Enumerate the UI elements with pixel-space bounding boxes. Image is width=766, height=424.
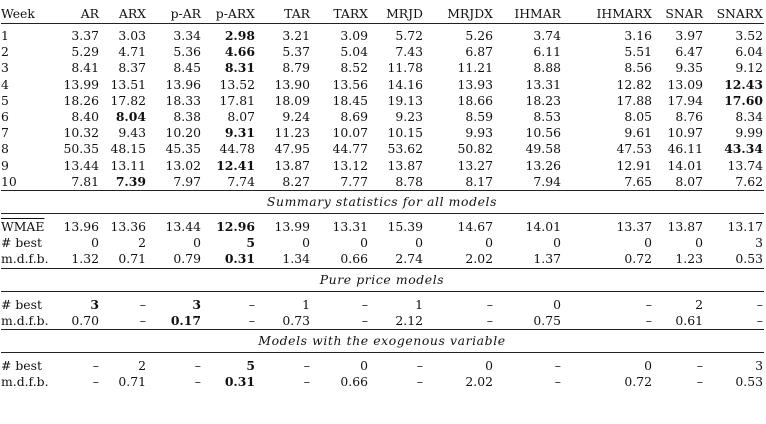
value-cell: 8.59 — [465, 109, 493, 125]
value-cell: 13.36 — [110, 219, 146, 235]
value-cell: 14.16 — [387, 76, 423, 92]
value-cell: 13.37 — [616, 219, 652, 235]
value-cell: – — [139, 296, 146, 312]
value-cell: 8.53 — [533, 109, 561, 125]
value-cell: – — [704, 313, 764, 330]
value-cell: 0 — [553, 235, 561, 251]
value-cell: 2.98 — [224, 28, 255, 43]
section-title: Pure price models — [1, 268, 764, 291]
value-cell: 47.53 — [616, 141, 652, 157]
value-cell: 0.66 — [340, 374, 368, 390]
value-cell: 0 — [360, 235, 368, 251]
value-cell: 10.07 — [332, 125, 368, 141]
section-title: Models with the exogenous variable — [1, 330, 764, 353]
value-cell: 13.02 — [165, 157, 201, 173]
row-label: WMAE — [1, 219, 45, 235]
summary-row — [1, 251, 764, 268]
value-cell: 8.79 — [282, 60, 310, 76]
value-cell: 18.23 — [525, 92, 561, 108]
value-cell: 8.38 — [173, 109, 201, 125]
summary-row — [1, 235, 764, 251]
value-cell: 17.82 — [110, 92, 146, 108]
value-cell: 8.52 — [340, 60, 368, 76]
week-row — [1, 141, 764, 157]
summary-row — [1, 374, 764, 390]
value-cell: 0.61 — [653, 313, 704, 330]
forecast-error-table — [1, 4, 764, 390]
value-cell: 13.17 — [727, 219, 763, 235]
week-label: 9 — [1, 157, 9, 173]
value-cell: 17.88 — [616, 92, 652, 108]
section-title: Summary statistics for all models — [1, 191, 764, 214]
value-cell: 0.71 — [118, 374, 146, 390]
value-cell: 0.72 — [562, 251, 653, 268]
value-cell: – — [92, 374, 99, 390]
value-cell: 8.34 — [735, 109, 763, 125]
value-cell: 13.52 — [219, 76, 255, 92]
value-cell: 50.35 — [63, 141, 99, 157]
value-cell: 8.04 — [115, 109, 146, 125]
value-cell: 50.82 — [457, 141, 493, 157]
value-cell: 18.09 — [274, 92, 310, 108]
value-cell: 1.34 — [256, 251, 311, 268]
column-header: SNAR — [653, 4, 704, 24]
value-cell: 9.35 — [675, 60, 703, 76]
value-cell: 3.37 — [71, 28, 99, 43]
value-cell: 7.39 — [100, 174, 147, 191]
week-label: 6 — [1, 109, 9, 125]
value-cell: 1 — [415, 296, 423, 312]
value-cell: 13.44 — [63, 157, 99, 173]
week-row — [1, 125, 764, 141]
value-cell: 5 — [246, 235, 255, 251]
value-cell: 49.58 — [525, 141, 561, 157]
value-cell: 10.20 — [165, 125, 201, 141]
value-cell: 0 — [695, 235, 703, 251]
value-cell: 4.66 — [224, 44, 255, 60]
value-cell: 12.91 — [616, 157, 652, 173]
week-row — [1, 77, 764, 93]
week-label: 7 — [1, 125, 9, 141]
value-cell: 12.96 — [216, 219, 255, 235]
value-cell: 8.41 — [71, 60, 99, 76]
value-cell: 2.74 — [369, 251, 424, 268]
column-header: TARX — [311, 4, 369, 24]
value-cell: – — [486, 296, 493, 312]
value-cell: 17.81 — [219, 92, 255, 108]
value-cell: 53.62 — [387, 141, 423, 157]
value-cell: 17.60 — [724, 92, 763, 108]
value-cell: 0 — [553, 296, 561, 312]
value-cell: 0.66 — [311, 251, 369, 268]
value-cell: 7.74 — [202, 174, 256, 191]
value-cell: 43.34 — [724, 141, 763, 157]
week-label: 10 — [1, 174, 45, 191]
value-cell: 12.41 — [216, 157, 255, 173]
value-cell: 12.82 — [616, 76, 652, 92]
value-cell: 5.36 — [173, 44, 201, 60]
value-cell: 18.66 — [457, 92, 493, 108]
value-cell: 10.97 — [667, 125, 703, 141]
value-cell: 13.87 — [667, 219, 703, 235]
value-cell: 13.12 — [332, 157, 368, 173]
value-cell: 8.40 — [71, 109, 99, 125]
value-cell: 18.33 — [165, 92, 201, 108]
value-cell: 8.37 — [118, 60, 146, 76]
value-cell: 3.74 — [533, 28, 561, 43]
value-cell: – — [554, 358, 561, 374]
value-cell: – — [696, 358, 703, 374]
value-cell: 0 — [193, 235, 201, 251]
value-cell: 3.34 — [173, 28, 201, 43]
row-label: # best — [1, 235, 42, 251]
value-cell: 2 — [138, 358, 146, 374]
value-cell: 3 — [192, 296, 201, 312]
value-cell: 2.12 — [369, 313, 424, 330]
value-cell: 0 — [360, 358, 368, 374]
value-cell: 7.94 — [494, 174, 562, 191]
value-cell: 7.81 — [45, 174, 100, 191]
value-cell: 8.05 — [624, 109, 652, 125]
value-cell: 3 — [755, 358, 763, 374]
value-cell: – — [416, 358, 423, 374]
summary-row — [1, 297, 764, 313]
value-cell: 7.65 — [562, 174, 653, 191]
value-cell: 13.09 — [667, 76, 703, 92]
value-cell: 13.31 — [332, 219, 368, 235]
value-cell: – — [92, 358, 99, 374]
value-cell: 0 — [644, 358, 652, 374]
value-cell: 8.69 — [340, 109, 368, 125]
value-cell: 44.77 — [332, 141, 368, 157]
week-row — [1, 60, 764, 76]
row-label: m.d.f.b. — [1, 312, 49, 328]
value-cell: 5.37 — [282, 44, 310, 60]
value-cell: 9.99 — [735, 125, 763, 141]
summary-row — [1, 358, 764, 374]
value-cell: 13.44 — [165, 219, 201, 235]
value-cell: 9.12 — [735, 60, 763, 76]
value-cell: 3.21 — [282, 28, 310, 43]
value-cell: 5.51 — [624, 44, 652, 60]
value-cell: 10.56 — [525, 125, 561, 141]
value-cell: 47.95 — [274, 141, 310, 157]
section-heading-row — [1, 330, 764, 353]
value-cell: 0.31 — [202, 251, 256, 268]
value-cell: – — [562, 313, 653, 330]
value-cell: 8.31 — [224, 60, 255, 76]
value-cell: 9.24 — [282, 109, 310, 125]
value-cell: 19.13 — [387, 92, 423, 108]
summary-row — [1, 313, 764, 330]
week-label: 2 — [1, 44, 9, 60]
value-cell: 48.15 — [110, 141, 146, 157]
value-cell: 9.43 — [118, 125, 146, 141]
value-cell: 6.11 — [533, 44, 561, 60]
value-cell: 10.15 — [387, 125, 423, 141]
value-cell: 0 — [91, 235, 99, 251]
value-cell: 45.35 — [165, 141, 201, 157]
column-header: MRJD — [369, 4, 424, 24]
value-cell: – — [424, 313, 494, 330]
value-cell: 15.39 — [387, 219, 423, 235]
column-header: Week — [1, 4, 45, 24]
value-cell: 13.74 — [727, 157, 763, 173]
week-row — [1, 158, 764, 174]
value-cell: – — [311, 313, 369, 330]
value-cell: 3 — [90, 296, 99, 312]
column-header: TAR — [256, 4, 311, 24]
value-cell: 13.27 — [457, 157, 493, 173]
table-body — [1, 4, 764, 390]
value-cell: 8.07 — [227, 109, 255, 125]
week-row — [1, 44, 764, 60]
week-label: 5 — [1, 92, 9, 108]
value-cell: 8.88 — [533, 60, 561, 76]
value-cell: 14.01 — [667, 157, 703, 173]
value-cell: 2.02 — [465, 374, 493, 390]
value-cell: 13.93 — [457, 76, 493, 92]
column-header: p-ARX — [202, 4, 256, 24]
value-cell: 7.62 — [704, 174, 764, 191]
value-cell: 6.87 — [465, 44, 493, 60]
column-header: IHMAR — [494, 4, 562, 24]
summary-row — [1, 219, 764, 235]
value-cell: 3.97 — [675, 28, 703, 43]
week-label: 4 — [1, 76, 9, 92]
value-cell: 0.17 — [147, 313, 202, 330]
value-cell: – — [554, 374, 561, 390]
value-cell: 13.90 — [274, 76, 310, 92]
section-heading-row — [1, 191, 764, 214]
value-cell: 4.71 — [118, 44, 146, 60]
value-cell: 8.76 — [675, 109, 703, 125]
row-label: # best — [1, 358, 42, 374]
value-cell: 3 — [755, 235, 763, 251]
value-cell: 5 — [246, 358, 255, 374]
value-cell: 1.23 — [653, 251, 704, 268]
value-cell: 5.04 — [340, 44, 368, 60]
value-cell: 3.16 — [624, 28, 652, 43]
week-label: 8 — [1, 141, 9, 157]
value-cell: – — [303, 374, 310, 390]
value-cell: – — [194, 358, 201, 374]
value-cell: 13.51 — [110, 76, 146, 92]
value-cell: 10.32 — [63, 125, 99, 141]
column-header: p-AR — [147, 4, 202, 24]
value-cell: 11.23 — [274, 125, 310, 141]
value-cell: 9.93 — [465, 125, 493, 141]
value-cell: 0.53 — [704, 251, 764, 268]
value-cell: – — [202, 313, 256, 330]
column-header: AR — [45, 4, 100, 24]
value-cell: 0.79 — [147, 251, 202, 268]
value-cell: 13.26 — [525, 157, 561, 173]
value-cell: 5.29 — [71, 44, 99, 60]
value-cell: 14.01 — [525, 219, 561, 235]
value-cell: 8.78 — [369, 174, 424, 191]
value-cell: 13.87 — [274, 157, 310, 173]
value-cell: 0 — [485, 358, 493, 374]
column-header: ARX — [100, 4, 147, 24]
value-cell: 0.72 — [624, 374, 652, 390]
value-cell: 0.71 — [100, 251, 147, 268]
value-cell: 0.73 — [256, 313, 311, 330]
value-cell: 3.09 — [340, 28, 368, 43]
value-cell: 0.70 — [45, 313, 100, 330]
value-cell: – — [100, 313, 147, 330]
value-cell: 13.56 — [332, 76, 368, 92]
value-cell: – — [756, 296, 763, 312]
value-cell: 0 — [302, 235, 310, 251]
column-header: MRJDX — [424, 4, 494, 24]
value-cell: 13.99 — [63, 76, 99, 92]
value-cell: – — [645, 296, 652, 312]
value-cell: 13.96 — [165, 76, 201, 92]
row-label: # best — [1, 296, 42, 312]
value-cell: 1 — [302, 296, 310, 312]
value-cell: 0.31 — [224, 374, 255, 390]
value-cell: 18.45 — [332, 92, 368, 108]
value-cell: 6.47 — [675, 44, 703, 60]
week-row — [1, 24, 764, 45]
value-cell: 2.02 — [424, 251, 494, 268]
value-cell: 9.23 — [395, 109, 423, 125]
value-cell: 9.61 — [624, 125, 652, 141]
value-cell: 0.75 — [494, 313, 562, 330]
value-cell: 13.11 — [110, 157, 146, 173]
value-cell: 11.78 — [387, 60, 423, 76]
value-cell: 9.31 — [224, 125, 255, 141]
value-cell: 46.11 — [667, 141, 703, 157]
value-cell: 8.45 — [173, 60, 201, 76]
value-cell: 3.52 — [735, 28, 763, 43]
value-cell: – — [303, 358, 310, 374]
week-label: 1 — [1, 28, 9, 43]
value-cell: 7.43 — [395, 44, 423, 60]
row-label: m.d.f.b. — [1, 251, 49, 267]
week-label: 3 — [1, 60, 9, 76]
value-cell: – — [194, 374, 201, 390]
value-cell: 18.26 — [63, 92, 99, 108]
value-cell: 0.53 — [735, 374, 763, 390]
value-cell: 44.78 — [219, 141, 255, 157]
value-cell: 14.67 — [457, 219, 493, 235]
value-cell: – — [361, 296, 368, 312]
week-row — [1, 109, 764, 125]
value-cell: 7.97 — [147, 174, 202, 191]
value-cell: 0 — [415, 235, 423, 251]
row-label: m.d.f.b. — [1, 374, 49, 390]
value-cell: 2 — [695, 296, 703, 312]
value-cell: 8.17 — [424, 174, 494, 191]
value-cell: 6.04 — [735, 44, 763, 60]
value-cell: 3.03 — [118, 28, 146, 43]
value-cell: 17.94 — [667, 92, 703, 108]
value-cell: 1.32 — [45, 251, 100, 268]
section-heading-row — [1, 268, 764, 291]
value-cell: 5.26 — [465, 28, 493, 43]
week-row — [1, 93, 764, 109]
value-cell: – — [416, 374, 423, 390]
value-cell: 1.37 — [494, 251, 562, 268]
header-row — [1, 4, 764, 24]
value-cell: 0 — [644, 235, 652, 251]
value-cell: 8.07 — [653, 174, 704, 191]
value-cell: 2 — [138, 235, 146, 251]
value-cell: 12.43 — [724, 76, 763, 92]
value-cell: – — [696, 374, 703, 390]
week-row — [1, 174, 764, 191]
value-cell: 13.87 — [387, 157, 423, 173]
value-cell: 8.56 — [624, 60, 652, 76]
value-cell: – — [248, 296, 255, 312]
value-cell: 0 — [485, 235, 493, 251]
value-cell: 13.99 — [274, 219, 310, 235]
column-header: SNARX — [704, 4, 764, 24]
value-cell: 13.31 — [525, 76, 561, 92]
value-cell: 5.72 — [395, 28, 423, 43]
column-header: IHMARX — [562, 4, 653, 24]
value-cell: 13.96 — [63, 219, 99, 235]
value-cell: 8.27 — [256, 174, 311, 191]
value-cell: 7.77 — [311, 174, 369, 191]
value-cell: 11.21 — [457, 60, 493, 76]
